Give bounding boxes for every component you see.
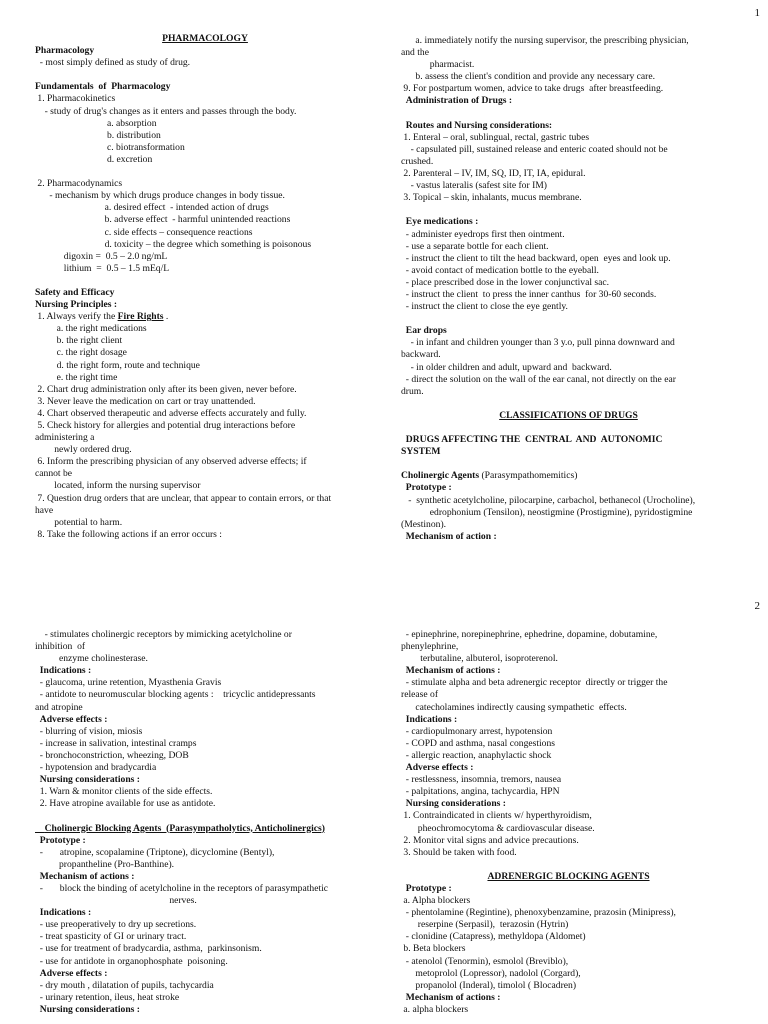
text-line [401, 168, 736, 180]
line-text: (Mestinon). [401, 518, 447, 530]
text-line [401, 495, 736, 507]
text-line [401, 968, 736, 980]
line-text: Pharmacology [35, 45, 95, 57]
line-text: a. Alpha blockers [401, 895, 471, 907]
subheading [401, 665, 736, 677]
line-text: 2. Chart drug administration only after its been given, never before. [35, 383, 297, 395]
line-text: Indications : [401, 713, 458, 725]
text-line [35, 335, 375, 347]
line-text: - avoid contact of medication bottle to the eyeball. [401, 264, 599, 276]
text-line [401, 980, 736, 992]
right-column [401, 35, 736, 543]
line-text: - capsulated pill, sustained release and enteric coated should not be [401, 143, 668, 155]
text-line [35, 895, 375, 907]
text-line [401, 47, 736, 59]
line-text: - direct the solution on the wall of the ear canal, not directly on the ear [401, 373, 676, 385]
line-text: crushed. [401, 155, 434, 167]
line-text: - treat spasticity of GI or urinary tract. [35, 931, 187, 943]
line-text: digoxin = 0.5 – 2.0 ng/mL [35, 250, 168, 262]
line-text: 2. Have atropine available for use as antidote. [35, 798, 216, 810]
text-line [35, 529, 375, 541]
line-text: 4. Chart observed therapeutic and adverse effects accurately and fully. [35, 407, 307, 419]
line-text: d. toxicity – the degree which something is poisonous [35, 238, 312, 250]
text-line [35, 323, 375, 335]
text-line [401, 71, 736, 83]
text-line [401, 907, 736, 919]
line-text: Administration of Drugs : [401, 95, 513, 107]
text-line [35, 142, 375, 154]
text-line [35, 883, 375, 895]
text-line [401, 301, 736, 313]
text-line [35, 493, 375, 505]
text-line [35, 641, 375, 653]
left-column [35, 629, 375, 1016]
line-text: a. immediately notify the nursing supervisor, the prescribing physician, [401, 35, 689, 46]
line-text: - in infant and children younger than 3 y.o, pull pinna downward and [401, 337, 675, 349]
subheading [35, 45, 375, 57]
line-text: - stimulates cholinergic receptors by mimicking acetylcholine or [35, 629, 292, 640]
text-line [35, 762, 375, 774]
line-text: inhibition of [35, 641, 86, 653]
subheading [401, 446, 736, 458]
text-line [401, 180, 736, 192]
line-text: - instruct the client to press the inner canthus for 30-60 seconds. [401, 288, 657, 300]
line-text: c. side effects – consequence reactions [35, 226, 253, 238]
text-line [401, 1004, 736, 1016]
line-text: reserpine (Serpasil), terazosin (Hytrin) [401, 919, 569, 931]
text-line [401, 629, 736, 641]
line-text: - stimulate alpha and beta adrenergic receptor directly or trigger the [401, 677, 668, 689]
line-text: cannot be [35, 468, 73, 480]
line-text: - COPD and asthma, nasal congestions [401, 737, 556, 749]
spacer [35, 166, 375, 178]
text-line [401, 386, 736, 398]
line-text: 1. Contraindicated in clients w/ hyperthyroidism, [401, 810, 592, 822]
subheading [401, 482, 736, 494]
line-text: pheochromocytoma & cardiovascular disease. [401, 822, 595, 834]
text-line [35, 738, 375, 750]
line-text: 3. Topical – skin, inhalants, mucus membrane. [401, 192, 582, 204]
text-line [35, 263, 375, 275]
line-text: Safety and Efficacy [35, 286, 115, 298]
page-number: 1 [754, 7, 760, 19]
text-line [35, 847, 375, 859]
text-line [401, 132, 736, 144]
line-text: Cholinergic Agents [401, 470, 480, 482]
text-line [35, 372, 375, 384]
line-text: DRUGS AFFECTING THE CENTRAL AND AUTONOMIC [401, 434, 663, 446]
text-line [35, 943, 375, 955]
line-text: c. the right dosage [35, 347, 127, 359]
subheading [401, 95, 736, 107]
line-text: - in older children and adult, upward and backward. [401, 361, 612, 373]
subheading [35, 287, 375, 299]
text-line [35, 956, 375, 968]
text-line [35, 432, 375, 444]
line-emphasis: Fire Rights [117, 311, 164, 323]
text-line [35, 384, 375, 396]
line-text: - atenolol (Tenormin), esmolol (Breviblo), [401, 955, 569, 967]
text-line [401, 653, 736, 665]
line-text: - antidote to neuromuscular blocking agents : tricyclic antidepressants [35, 689, 316, 701]
text-line [35, 214, 375, 226]
text-line [401, 689, 736, 701]
text-line [35, 992, 375, 1004]
page-number: 2 [754, 600, 760, 612]
text-line [401, 810, 736, 822]
line-text: Prototype : [401, 482, 452, 494]
text-line [35, 311, 375, 323]
subheading [401, 798, 736, 810]
line-text: - instruct the client to tilt the head backward, open eyes and look up. [401, 252, 671, 264]
page-2 [0, 600, 768, 1024]
line-text: Ear drops [401, 325, 447, 337]
line-text: Nursing considerations : [401, 798, 507, 810]
spacer [401, 422, 736, 434]
line-text: SYSTEM [401, 446, 441, 458]
line-emphasis: (Parasympathomemitics) [479, 470, 578, 482]
spacer [35, 275, 375, 287]
subheading [401, 883, 736, 895]
text-line [401, 144, 736, 156]
text-line [401, 943, 736, 955]
section-heading [401, 410, 736, 422]
line-text: metoprolol (Lopressor), nadolol (Corgard), [401, 967, 581, 979]
text-line [401, 374, 736, 386]
text-line [401, 835, 736, 847]
line-text: c. biotransformation [35, 141, 185, 153]
line-text: Adverse effects : [35, 967, 108, 979]
line-text: - instruct the client to close the eye gently. [401, 301, 568, 313]
text-line [401, 156, 736, 168]
text-line [35, 505, 375, 517]
text-line [35, 980, 375, 992]
line-text: 5. Check history for allergies and potential drug interactions before [35, 420, 296, 431]
text-line [35, 629, 375, 641]
line-text: pharmacist. [401, 59, 475, 71]
line-text: b. Beta blockers [401, 943, 466, 955]
line-text: - administer eyedrops first then ointment. [401, 228, 565, 240]
spacer [35, 810, 375, 822]
text-line [35, 57, 375, 69]
line-text: - study of drug's changes as it enters and passes through the body. [35, 105, 297, 117]
text-line [401, 362, 736, 374]
subheading [35, 835, 375, 847]
text-line [401, 59, 736, 71]
line-text: - palpitations, angina, tachycardia, HPN [401, 786, 560, 798]
line-text: - allergic reaction, anaphylactic shock [401, 749, 552, 761]
line-text: 6. Inform the prescribing physician of any observed adverse effects; if [35, 456, 307, 468]
text-line [401, 750, 736, 762]
line-text: have [35, 504, 54, 516]
spacer [401, 313, 736, 325]
spacer [35, 69, 375, 81]
line-text: Mechanism of actions : [401, 991, 501, 1003]
subheading [35, 968, 375, 980]
text-line [35, 677, 375, 689]
line-text: 7. Question drug orders that are unclear, that appear to contain errors, or that [35, 492, 332, 504]
subheading [401, 762, 736, 774]
line-text: and the [401, 47, 429, 59]
line-text: Adverse effects : [401, 762, 474, 774]
text-line [35, 786, 375, 798]
line-text: - use preoperatively to dry up secretions. [35, 919, 197, 931]
text-line [401, 823, 736, 835]
line-text: - clonidine (Catapress), methyldopa (Aldomet) [401, 931, 586, 943]
subheading [35, 81, 375, 93]
text-line [35, 93, 375, 105]
text-line [35, 726, 375, 738]
text-line [401, 337, 736, 349]
text-line [401, 956, 736, 968]
line-text: a. desired effect - intended action of drugs [35, 202, 269, 214]
line-text: lithium = 0.5 – 1.5 mEq/L [35, 262, 170, 274]
line-text: Nursing considerations : [35, 774, 141, 786]
line-text: - increase in salivation, intestinal cramps [35, 737, 197, 749]
left-column [35, 33, 375, 541]
subheading [401, 531, 736, 543]
right-column [401, 629, 736, 1016]
line-text: b. assess the client's condition and provide any necessary care. [401, 71, 656, 83]
text-line [401, 677, 736, 689]
text-line [35, 859, 375, 871]
text-line [401, 192, 736, 204]
text-line [35, 444, 375, 456]
subheading [35, 774, 375, 786]
text-line [35, 653, 375, 665]
line-text: 2. Parenteral – IV, IM, SQ, ID, IT, IA, epidural. [401, 168, 586, 180]
line-text: b. distribution [35, 129, 161, 141]
section-heading [35, 33, 375, 45]
text-line [35, 202, 375, 214]
line-text: release of [401, 689, 439, 701]
text-line [401, 229, 736, 241]
spacer [401, 458, 736, 470]
text-line [35, 408, 375, 420]
section-heading [401, 871, 736, 883]
line-text: - mechanism by which drugs produce changes in body tissue. [35, 190, 285, 202]
line-text: - restlessness, insomnia, tremors, nausea [401, 774, 562, 786]
line-text: a. absorption [35, 117, 157, 129]
line-text: 3. Never leave the medication on cart or tray unattended. [35, 395, 256, 407]
text-line [35, 396, 375, 408]
text-line [401, 641, 736, 653]
line-text: Eye medications : [401, 216, 479, 228]
text-line [35, 456, 375, 468]
text-line [35, 750, 375, 762]
line-text: - phentolamine (Regintine), phenoxybenzamine, prazosin (Minipress), [401, 907, 676, 919]
line-text: - block the binding of acetylcholine in the receptors of parasympathetic [35, 882, 329, 894]
line-text: 1. Warn & monitor clients of the side effects. [35, 786, 213, 798]
text-line [401, 847, 736, 859]
line-text: - urinary retention, ileus, heat stroke [35, 991, 180, 1003]
text-line [35, 702, 375, 714]
text-line [35, 239, 375, 251]
text-line [401, 895, 736, 907]
line-text: propantheline (Pro-Banthine). [35, 858, 175, 870]
line-text: 1. Always verify the [35, 311, 118, 323]
text-line [35, 227, 375, 239]
spacer [401, 204, 736, 216]
line-text: a. the right medications [35, 323, 147, 335]
text-line [401, 277, 736, 289]
line-text: and atropine [35, 701, 83, 713]
text-line [35, 931, 375, 943]
line-text: terbutaline, albuterol, isoproterenol. [401, 653, 558, 665]
line-text: 2. Monitor vital signs and advice precautions. [401, 834, 579, 846]
line-text: - dry mouth , dilatation of pupils, tachycardia [35, 979, 214, 991]
line-text: - bronchoconstriction, wheezing, DOB [35, 749, 189, 761]
subheading [401, 434, 736, 446]
text-line [401, 289, 736, 301]
subheading [401, 216, 736, 228]
text-line [35, 689, 375, 701]
line-text: 3. Should be taken with food. [401, 846, 517, 858]
text-line [401, 931, 736, 943]
subheading [401, 120, 736, 132]
text-line [401, 35, 736, 47]
spacer [401, 859, 736, 871]
line-text: - place prescribed dose in the lower conjunctival sac. [401, 276, 610, 288]
line-text: Fundamentals of Pharmacology [35, 81, 171, 93]
line-text: newly ordered drug. [35, 444, 132, 456]
line-text: - epinephrine, norepinephrine, ephedrine, dopamine, dobutamine, [401, 629, 658, 640]
subheading [401, 325, 736, 337]
line-text: - atropine, scopalamine (Triptone), dicyclomine (Bentyl), [35, 846, 275, 858]
line-text: 2. Pharmacodynamics [35, 178, 123, 190]
line-text: - cardiopulmonary arrest, hypotension [401, 725, 553, 737]
text-line [35, 178, 375, 190]
line-text: Nursing Principles : [35, 299, 118, 311]
spacer [401, 398, 736, 410]
text-line [401, 919, 736, 931]
line-text: - blurring of vision, miosis [35, 725, 143, 737]
line-text: Nursing considerations : [35, 1003, 141, 1015]
line-text: nerves. [35, 895, 197, 907]
line-text: PHARMACOLOGY [162, 33, 248, 44]
line-text: Cholinergic Blocking Agents (Parasympatholytics, Anticholinergics) [35, 822, 325, 834]
text-line [401, 349, 736, 361]
line-text: - glaucoma, urine retention, Myasthenia Gravis [35, 677, 222, 689]
spacer [401, 108, 736, 120]
text-line [35, 106, 375, 118]
text-line [401, 738, 736, 750]
line-text: 1. Pharmacokinetics [35, 93, 116, 105]
line-suffix: . [163, 311, 169, 323]
section-heading [35, 823, 375, 835]
subheading [35, 1004, 375, 1016]
line-text: 8. Take the following actions if an error occurs : [35, 528, 222, 540]
line-text: Indications : [35, 907, 92, 919]
line-text: located, inform the nursing supervisor [35, 480, 201, 492]
line-text: enzyme cholinesterase. [35, 653, 148, 665]
text-line [401, 786, 736, 798]
line-text: - hypotension and bradycardia [35, 762, 157, 774]
subheading [401, 714, 736, 726]
line-text: - use for treatment of bradycardia, asthma, parkinsonism. [35, 943, 262, 955]
line-text: d. excretion [35, 153, 153, 165]
text-line [35, 360, 375, 372]
subheading [35, 871, 375, 883]
line-text: d. the right form, route and technique [35, 359, 200, 371]
line-text: Prototype : [35, 834, 86, 846]
text-line [35, 190, 375, 202]
text-line [35, 130, 375, 142]
line-text: a. alpha blockers [401, 1003, 469, 1015]
subheading [401, 470, 736, 482]
text-line [401, 702, 736, 714]
text-line [35, 468, 375, 480]
line-text: 1. Enteral – oral, sublingual, rectal, gastric tubes [401, 131, 590, 143]
text-line [401, 519, 736, 531]
text-line [401, 507, 736, 519]
text-line [401, 726, 736, 738]
subheading [35, 665, 375, 677]
text-line [35, 251, 375, 263]
text-line [35, 420, 375, 432]
subheading [35, 714, 375, 726]
text-line [35, 347, 375, 359]
text-line [401, 774, 736, 786]
line-text: ADRENERGIC BLOCKING AGENTS [487, 870, 650, 882]
text-line [401, 253, 736, 265]
line-text: Indications : [35, 665, 92, 677]
line-text: drum. [401, 385, 424, 397]
line-text: potential to harm. [35, 516, 123, 528]
text-line [401, 265, 736, 277]
text-line [35, 480, 375, 492]
line-text: Adverse effects : [35, 713, 108, 725]
line-text: Mechanism of action : [401, 530, 497, 542]
text-line [35, 154, 375, 166]
line-text: e. the right time [35, 371, 118, 383]
line-text: Mechanism of actions : [401, 665, 501, 677]
subheading [35, 299, 375, 311]
line-text: catecholamines indirectly causing sympathetic effects. [401, 701, 627, 713]
line-text: - synthetic acetylcholine, pilocarpine, carbachol, bethanecol (Urocholine), [401, 494, 696, 506]
subheading [401, 992, 736, 1004]
line-text: Prototype : [401, 882, 452, 894]
line-text: CLASSIFICATIONS OF DRUGS [499, 409, 638, 421]
line-text: b. adverse effect - harmful unintended reactions [35, 214, 291, 226]
line-text: - use for antidote in organophosphate poisoning. [35, 955, 228, 967]
line-text: 9. For postpartum women, advice to take drugs after breastfeeding. [401, 83, 664, 95]
text-line [35, 919, 375, 931]
line-text: b. the right client [35, 335, 123, 347]
line-text: administering a [35, 432, 95, 444]
text-line [35, 798, 375, 810]
line-text: - most simply defined as study of drug. [35, 57, 191, 69]
line-text: - vastus lateralis (safest site for IM) [401, 180, 547, 192]
line-text: edrophonium (Tensilon), neostigmine (Prostigmine), pyridostigmine [401, 506, 693, 518]
line-text: backward. [401, 349, 441, 361]
text-line [401, 83, 736, 95]
line-text: Routes and Nursing considerations: [401, 119, 553, 131]
line-text: - use a separate bottle for each client. [401, 240, 549, 252]
line-text: Mechanism of actions : [35, 870, 135, 882]
subheading [35, 907, 375, 919]
line-text: propanolol (Inderal), timolol ( Blocadren) [401, 979, 577, 991]
text-line [35, 118, 375, 130]
line-text: phenylephrine, [401, 641, 459, 653]
text-line [401, 241, 736, 253]
text-line [35, 517, 375, 529]
